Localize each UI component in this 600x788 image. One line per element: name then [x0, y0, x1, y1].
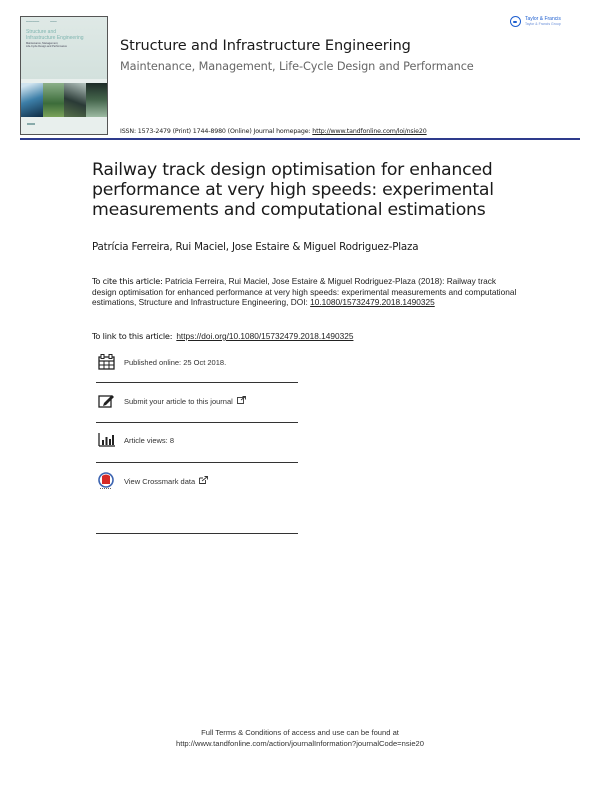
publisher-logo[interactable] [510, 16, 561, 27]
cover-subtitle [26, 42, 67, 48]
bar-chart-icon [96, 432, 116, 448]
info-divider [96, 462, 298, 463]
publisher-logo-text [525, 17, 561, 27]
cite-doi-link[interactable]: 10.1080/15732479.2018.1490325 [310, 297, 435, 307]
article-doi-link[interactable]: https://doi.org/10.1080/15732479.2018.1490325 [176, 331, 354, 341]
article-link-line [92, 331, 353, 341]
citation-block [92, 276, 522, 308]
cover-title-line2: Infrastructure Engineering [26, 34, 84, 41]
submit-article-link[interactable] [96, 393, 298, 409]
journal-cover-image [20, 16, 108, 135]
journal-subtitle: Maintenance, Management, Life-Cycle Design and Performance [120, 60, 474, 73]
info-divider [96, 533, 298, 534]
cover-photo-4 [86, 83, 108, 117]
cite-label: To cite this article: [92, 276, 163, 286]
publisher-tagline: Taylor & Francis Group [525, 21, 561, 26]
issn-line [120, 128, 427, 135]
crossmark-text: View Crossmark data [124, 476, 196, 486]
submit-article-text: Submit your article to this journal [124, 396, 233, 406]
external-link-icon [199, 476, 208, 486]
crossmark-link[interactable] [96, 473, 298, 489]
link-label: To link to this article: [92, 331, 173, 341]
cover-photo-2 [43, 83, 65, 117]
cover-subtitle-line1: Maintenance, Management, [26, 42, 59, 45]
published-online-text: Published online: 25 Oct 2018. [124, 357, 227, 367]
cover-title-line1: Structure and [26, 29, 57, 35]
terms-text: Full Terms & Conditions of access and use can be found at [201, 728, 399, 737]
cover-subtitle-line2: Life-Cycle Design and Performance [26, 45, 67, 48]
terms-url-link[interactable]: http://www.tandfonline.com/action/journalInformation?journalCode=nsie20 [175, 739, 424, 748]
external-link-icon [237, 396, 246, 406]
journal-homepage-link[interactable]: http://www.tandfonline.com/loi/nsie20 [312, 128, 427, 135]
edit-icon [96, 393, 116, 409]
info-divider [96, 382, 298, 383]
cover-background [21, 17, 107, 79]
issn-text: ISSN: 1573-2479 (Print) 1744-8980 (Online) Journal homepage: [120, 128, 313, 135]
article-authors: Patrícia Ferreira, Rui Maciel, Jose Estaire & Miguel Rodriguez-Plaza [92, 241, 419, 253]
crossmark-icon [96, 473, 116, 489]
article-views-text: Article views: 8 [124, 435, 175, 445]
cover-photo-strip [21, 83, 107, 117]
cover-footer [21, 117, 107, 134]
taylor-francis-logo-icon [510, 16, 521, 27]
journal-title: Structure and Infrastructure Engineering [120, 38, 411, 54]
cite-text: Patricia Ferreira, Rui Maciel, Jose Estaire & Miguel Rodriguez-Plaza (2018): Railway track design optimisation for enhanced performance at very high speeds: experimental measurements and computational estimations, Structure and Infrastructure Engineering, DOI: [92, 276, 517, 307]
terms-footer [0, 727, 600, 749]
header-divider [20, 138, 580, 140]
info-divider [96, 422, 298, 423]
cover-title [26, 30, 84, 41]
publisher-name: Taylor & Francis [525, 15, 561, 22]
published-online-row [96, 354, 298, 370]
cover-photo-1 [21, 83, 43, 117]
article-title: Railway track design optimisation for enhanced performance at very high speeds: experimental measurements and computational estimations [92, 160, 494, 220]
cover-header-strip: ▬▬▬▬▬▬ ▬▬▬ [26, 21, 57, 23]
article-views-row [96, 432, 298, 448]
calendar-icon [96, 354, 116, 370]
cover-photo-3 [64, 83, 86, 117]
cover-publisher-mark [27, 123, 35, 125]
